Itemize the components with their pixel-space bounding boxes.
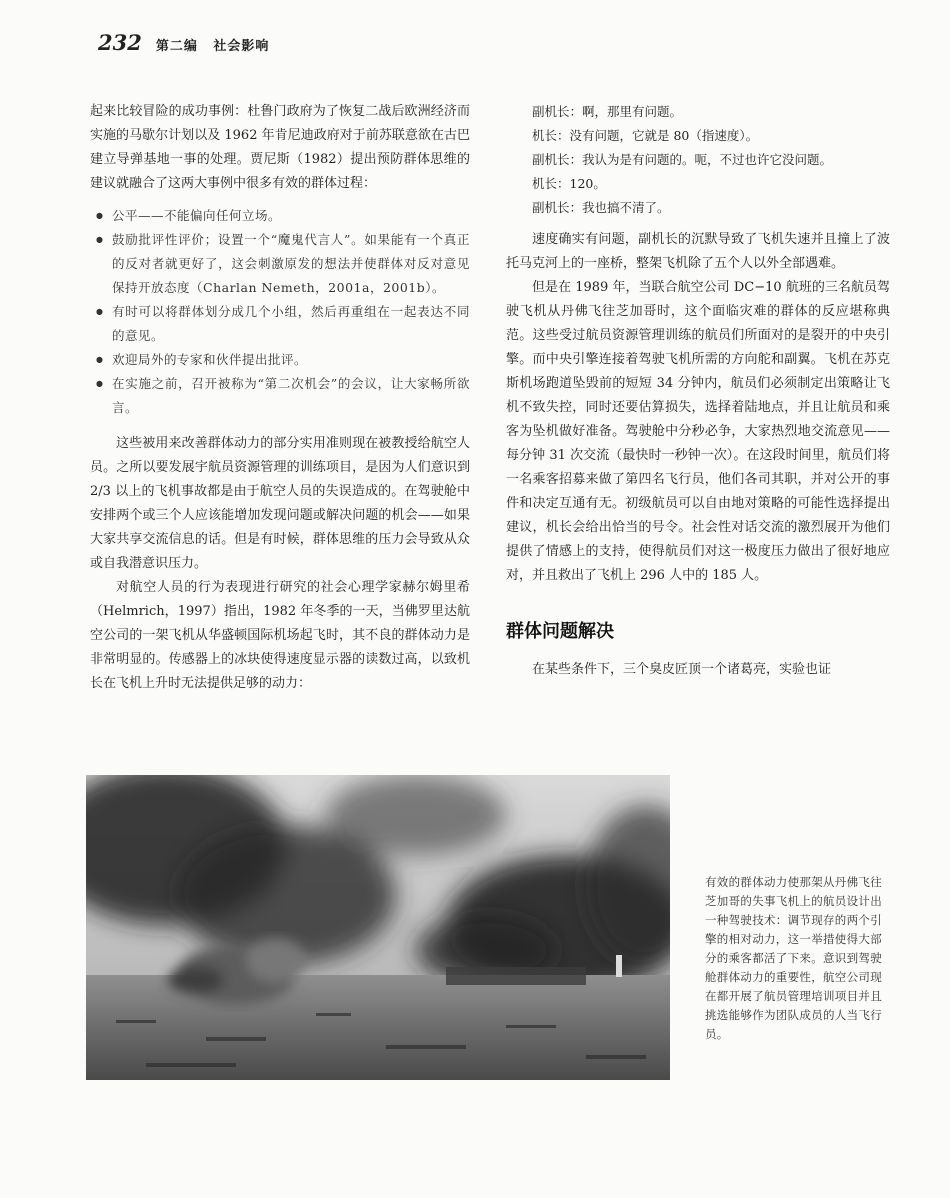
paragraph: 这些被用来改善群体动力的部分实用准则现在被教授给航空人员。之所以要发展宇航员资源管理的训练项目，是因为人们意识到 2/3 以上的飞机事故都是由于航空人员的失误造成的。在驾驶舱中安排两个或三个人应该能增加发现问题或解决问题的机会——如果大家共享交流信息的话。但是有时候，群体思维的压力会导致从众或自我潜意识压力。	[90, 436, 470, 571]
crash-photo	[86, 775, 670, 1080]
paragraph: 但是在 1989 年，当联合航空公司 DC−10 航班的三名航员驾驶飞机从丹佛飞往芝加哥时，这个面临灾难的群体的反应堪称典范。这些受过航员资源管理训练的航员们所面对的是裂开的中央引擎。而中央引擎连接着驾驶飞机所需的方向舵和副翼。飞机在苏克斯机场跑道坠毁前的短短 34 分钟内，航员们必须制定出策略让飞机不致失控，同时还要估算损失，选择着陆地点，并且让航员和乘客为坠机做好准备。驾驶舱中分秒必争，大家热烈地交流意见——每分钟 31 次交流（最快时一秒钟一次）。在这段时间里，航员们将一名乘客招募来做了第四名飞行员，他们各司其职，并对公开的事件和决定互通有无。初级航员可以自由地对策略的可能性选择提出建议，机长会给出恰当的号令。社会性对话交流的激烈展开为他们提供了情感上的支持，使得航员们对这一极度压力做出了很好地应对，并且救出了飞机上 296 人中的 185 人。	[506, 280, 890, 583]
page-number: 232	[98, 30, 142, 55]
left-column	[90, 100, 470, 696]
paragraph: 速度确实有问题，副机长的沉默导致了飞机失速并且撞上了波托马克河上的一座桥，整架飞机除了五个人以外全部遇难。	[506, 232, 890, 271]
bullet-item: ● 在实施之前，召开被称为“第二次机会”的会议，让大家畅所欲言。	[90, 372, 470, 420]
right-column	[506, 100, 890, 682]
part-label: 第二编	[155, 39, 198, 54]
dialogue-line: 副机长：我认为是有问题的。呃，不过也许它没问题。	[532, 152, 833, 167]
dialogue-line: 机长：120。	[532, 176, 606, 191]
dialogue-line: 副机长：我也搞不清了。	[532, 200, 670, 215]
page-header	[98, 30, 279, 55]
running-head	[156, 35, 280, 54]
cockpit-dialogue	[506, 100, 890, 220]
bullet-item: ● 公平——不能偏向任何立场。	[90, 204, 470, 228]
chapter-title: 社会影响	[213, 39, 270, 54]
bullet-item: ● 欢迎局外的专家和伙伴提出批评。	[90, 348, 470, 372]
bullet-list	[90, 204, 470, 420]
section-heading: 群体问题解决	[506, 621, 614, 642]
bullet-item: ● 鼓励批评性评价；设置一个“魔鬼代言人”。如果能有一个真正的反对者就更好了，这会刺激原发的想法并使群体对反对意见保持开放态度（Charlan Nemeth，2001a，2001b）。	[90, 228, 470, 300]
paragraph: 在某些条件下，三个臭皮匠顶一个诸葛亮，实验也证	[532, 662, 832, 677]
bullet-item: ● 有时可以将群体划分成几个小组，然后再重组在一起表达不同的意见。	[90, 300, 470, 348]
paragraph: 起来比较冒险的成功事例：杜鲁门政府为了恢复二战后欧洲经济而实施的马歇尔计划以及 1962 年肯尼迪政府对于前苏联意欲在古巴建立导弹基地一事的处理。贾尼斯（1982）提出预防群体思维的建议就融合了这两大事例中很多有效的群体过程：	[90, 104, 470, 191]
photo-caption: 有效的群体动力使那架从丹佛飞往芝加哥的失事飞机上的航员设计出一种驾驶技术：调节现存的两个引擎的相对动力，这一举措使得大部分的乘客都活了下来。意识到驾驶舱群体动力的重要性，航空公司现在都开展了航员管理培训项目并且挑选能够作为团队成员的人当飞行员。	[705, 875, 882, 1041]
paragraph: 对航空人员的行为表现进行研究的社会心理学家赫尔姆里希（Helmrich，1997）指出，1982 年冬季的一天，当佛罗里达航空公司的一架飞机从华盛顿国际机场起飞时，其不良的群体动力是非常明显的。传感器上的冰块使得速度显示器的读数过高，以致机长在飞机上升时无法提供足够的动力：	[90, 580, 470, 691]
dialogue-line: 副机长：啊，那里有问题。	[532, 104, 683, 119]
dialogue-line: 机长：没有问题，它就是 80（指速度）。	[532, 128, 759, 143]
